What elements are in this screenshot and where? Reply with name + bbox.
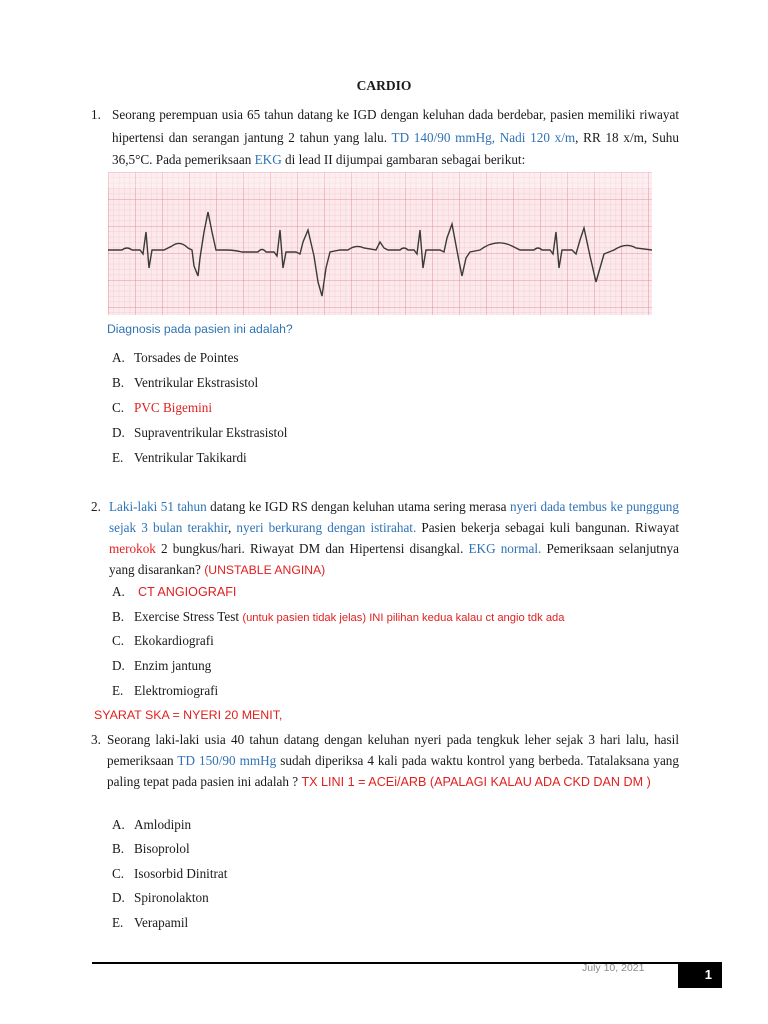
question-1-number: 1. (91, 107, 101, 122)
question-2-number: 2. (91, 499, 101, 514)
q1-option-e[interactable]: E. Ventrikular Takikardi (112, 450, 247, 465)
question-1-prompt: Diagnosis pada pasien ini adalah? (107, 322, 293, 336)
q1-option-b[interactable]: B. Ventrikular Ekstrasistol (112, 375, 259, 390)
q2-option-a[interactable]: A. CT ANGIOGRAFI (112, 584, 237, 599)
question-2-text: Laki-laki 51 tahun datang ke IGD RS dengan keluhan utama sering merasa nyeri dada tembus ke punggung sejak 3 bulan terakhir, nyeri berkurang dengan istirahat. Pasien bekerja sebagai kuli bangunan. Riwayat merokok 2 bungkus/hari. Riwayat DM dan Hipertensi disangkal. EKG normal. Pemeriksaan selanjutnya yang disarankan? (UNSTABLE ANGINA) (109, 499, 679, 577)
q2-option-d[interactable]: D. Enzim jantung (112, 658, 212, 673)
ska-note: SYARAT SKA = NYERI 20 MENIT, (94, 708, 283, 722)
q3-option-e[interactable]: E. Verapamil (112, 915, 189, 930)
q1-option-d[interactable]: D. Supraventrikular Ekstrasistol (112, 425, 288, 440)
question-1-text: Seorang perempuan usia 65 tahun datang ke IGD dengan keluhan dada berdebar, pasien memiliki riwayat hipertensi dan serangan jantung 2 tahun yang lalu. TD 140/90 mmHg, Nadi 120 x/m, RR 18 x/m, Suhu 36,5°C. Pada pemeriksaan EKG di lead II dijumpai gambaran sebagai berikut: (112, 107, 679, 167)
q1-option-a[interactable]: A. Torsades de Pointes (112, 350, 239, 365)
q3-option-c[interactable]: C. Isosorbid Dinitrat (112, 866, 228, 881)
q2-option-e[interactable]: E. Elektromiografi (112, 683, 219, 698)
page-title: CARDIO (356, 78, 412, 93)
footer-date: July 10, 2021 (582, 962, 645, 974)
page-number: 1 (678, 962, 722, 988)
q3-option-b[interactable]: B. Bisoprolol (112, 841, 190, 856)
q2-option-b[interactable]: B. Exercise Stress Test (untuk pasien tidak jelas) INI pilihan kedua kalau ct angio tdk ada (112, 609, 565, 624)
question-3-number: 3. (91, 732, 101, 747)
question-3-text: Seorang laki-laki usia 40 tahun datang dengan keluhan nyeri pada tengkuk leher sejak 3 hari lalu, hasil pemeriksaan TD 150/90 mmHg sudah diperiksa 4 kali pada waktu kontrol yang berbeda. Tatalaksana yang paling tepat pada pasien ini adalah ? TX LINI 1 = ACEi/ARB (APALAGI KALAU ADA CKD DAN DM ) (107, 732, 679, 789)
ekg-strip (108, 172, 652, 315)
q3-option-a[interactable]: A. Amlodipin (112, 817, 192, 832)
q3-option-d[interactable]: D. Spironolakton (112, 890, 209, 905)
q2-option-c[interactable]: C. Ekokardiografi (112, 633, 214, 648)
q1-option-c[interactable]: C. PVC Bigemini (112, 400, 213, 415)
